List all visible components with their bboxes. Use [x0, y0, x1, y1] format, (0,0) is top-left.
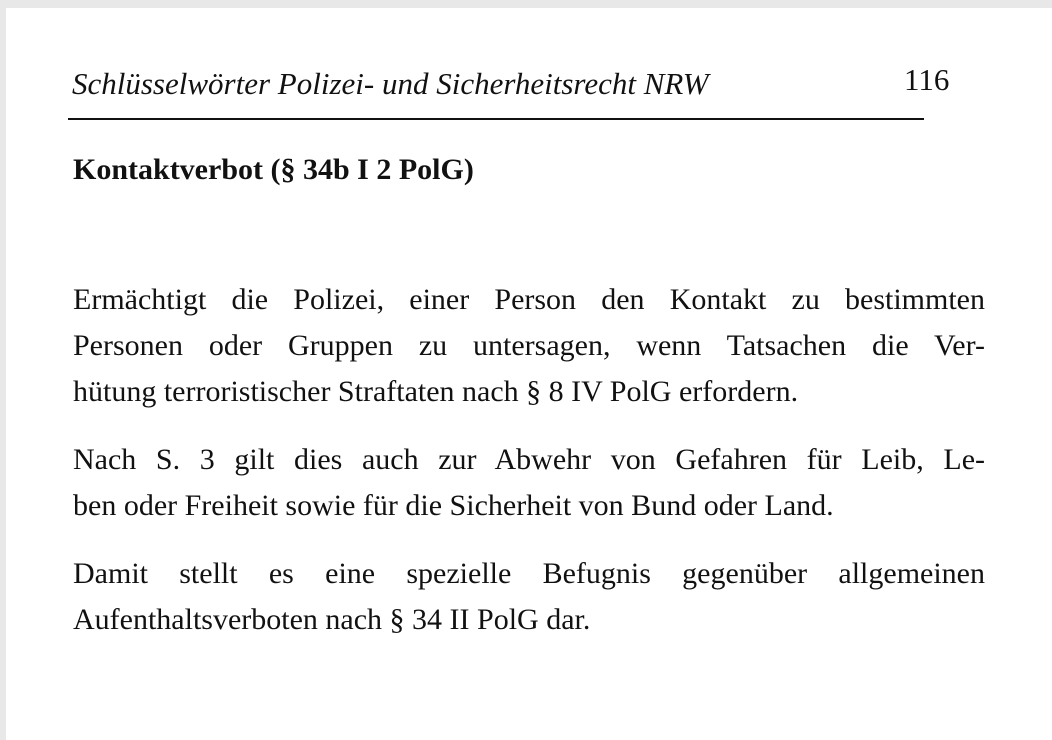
paragraph-3 [73, 551, 985, 643]
paragraph-line: Aufenthaltsverboten nach § 34 II PolG dar. [73, 603, 591, 636]
document-page [6, 8, 1052, 740]
running-header [72, 58, 950, 120]
paragraph-line: Damit stellt es eine spezielle Befugnis gegenüber allgemeinen [73, 557, 985, 590]
paragraph-line: Personen oder Gruppen zu untersagen, wenn Tatsachen die Ver- [73, 329, 985, 362]
paragraph-1 [73, 277, 985, 415]
paragraph-line: ben oder Freiheit sowie für die Sicherheit von Bund oder Land. [73, 489, 834, 522]
header-divider [68, 118, 924, 120]
paragraph-2 [73, 437, 985, 529]
entry-body [73, 277, 985, 665]
running-header-title: Schlüsselwörter Polizei- und Sicherheitsrecht NRW [72, 66, 709, 101]
page-number: 116 [904, 62, 950, 97]
paragraph-line: hütung terroristischer Straftaten nach § 8 IV PolG erfordern. [73, 375, 799, 408]
entry-heading: Kontaktverbot (§ 34b I 2 PolG) [73, 153, 474, 186]
paragraph-line: Nach S. 3 gilt dies auch zur Abwehr von Gefahren für Leib, Le- [73, 443, 985, 476]
paragraph-line: Ermächtigt die Polizei, einer Person den Kontakt zu bestimmten [73, 283, 985, 316]
